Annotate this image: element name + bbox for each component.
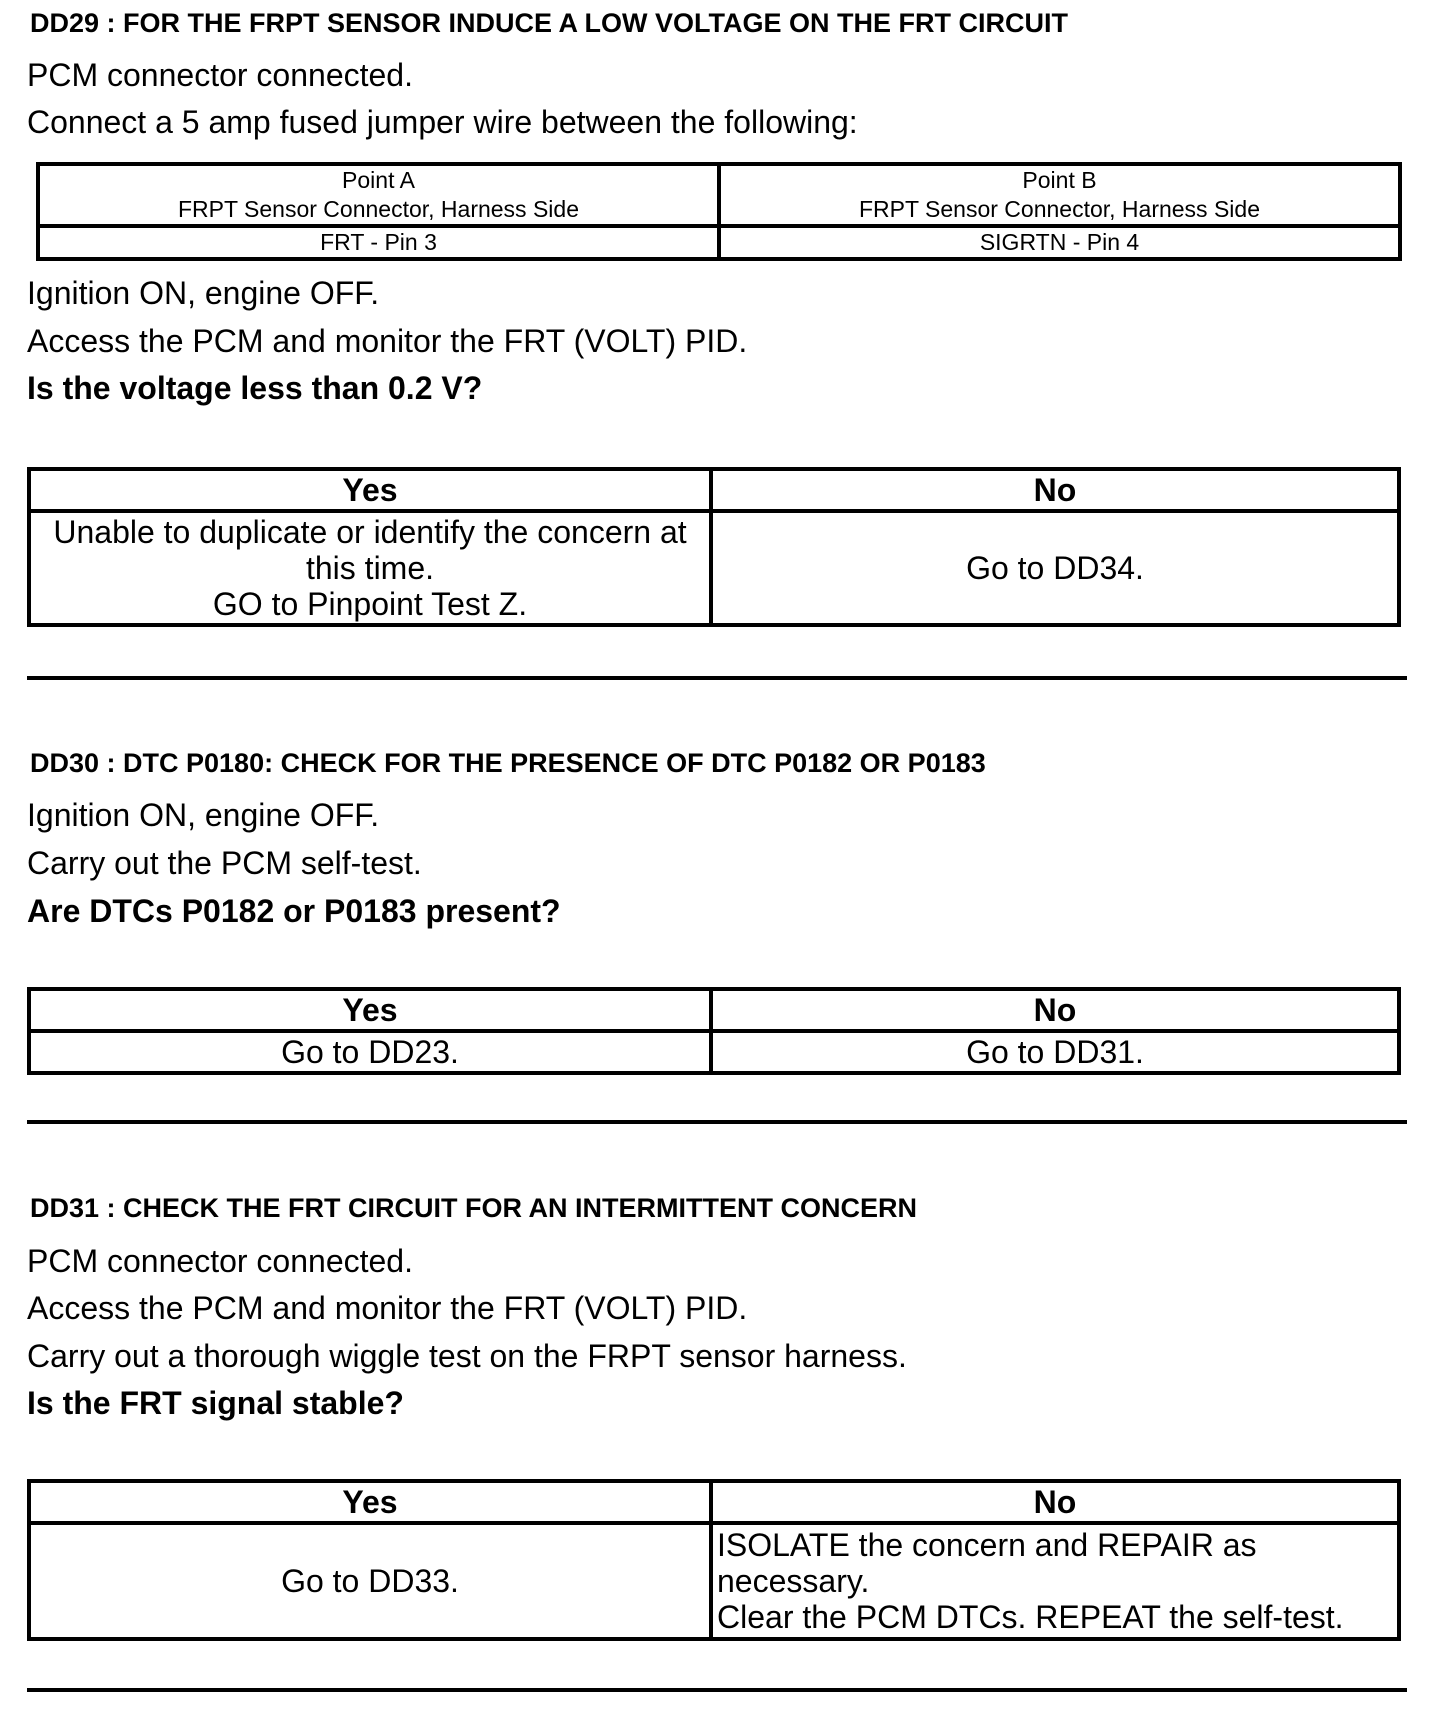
dd31-title: DD31 : CHECK THE FRT CIRCUIT FOR AN INTERMITTENT CONCERN bbox=[30, 1193, 917, 1223]
dd29-yes-line-1: Unable to duplicate or identify the concern at bbox=[53, 514, 687, 550]
dd29-yes-header: Yes bbox=[29, 469, 711, 511]
dd29-no-header: No bbox=[711, 469, 1399, 511]
dd30-step-2: Carry out the PCM self-test. bbox=[27, 845, 422, 881]
dd31-answer-table bbox=[27, 1479, 1401, 1641]
point-a-location: FRPT Sensor Connector, Harness Side bbox=[178, 196, 579, 222]
dd29-yes-line-3: GO to Pinpoint Test Z. bbox=[212, 586, 528, 622]
dd29-yes-line-2: this time. bbox=[305, 550, 435, 586]
dd29-step-3: Ignition ON, engine OFF. bbox=[27, 275, 380, 311]
dd31-no-line-1: ISOLATE the concern and REPAIR as bbox=[717, 1527, 1257, 1563]
dd30-step-1: Ignition ON, engine OFF. bbox=[27, 797, 380, 833]
dd29-connection-table bbox=[36, 162, 1402, 261]
dd29-title: DD29 : FOR THE FRPT SENSOR INDUCE A LOW VOLTAGE ON THE FRT CIRCUIT bbox=[30, 8, 1068, 38]
dd31-step-1: PCM connector connected. bbox=[27, 1243, 413, 1279]
dd30-answer-table bbox=[27, 987, 1401, 1075]
dd30-title: DD30 : DTC P0180: CHECK FOR THE PRESENCE OF DTC P0182 OR P0183 bbox=[30, 748, 986, 778]
point-a-header bbox=[38, 164, 719, 226]
dd31-question: Is the FRT signal stable? bbox=[27, 1385, 404, 1421]
dd30-no-header: No bbox=[711, 989, 1399, 1031]
point-b-header bbox=[719, 164, 1400, 226]
dd31-step-2: Access the PCM and monitor the FRT (VOLT) PID. bbox=[27, 1290, 748, 1326]
dd29-step-4: Access the PCM and monitor the FRT (VOLT) PID. bbox=[27, 323, 748, 359]
dd29-step-2: Connect a 5 amp fused jumper wire between the following: bbox=[27, 104, 858, 140]
dd29-yes-cell bbox=[29, 511, 711, 625]
dd31-no-header: No bbox=[711, 1481, 1399, 1523]
section-divider-3 bbox=[27, 1688, 1407, 1692]
section-divider-1 bbox=[27, 676, 1407, 680]
dd30-question: Are DTCs P0182 or P0183 present? bbox=[27, 893, 561, 929]
dd29-question: Is the voltage less than 0.2 V? bbox=[27, 370, 483, 406]
dd30-no-cell: Go to DD31. bbox=[711, 1031, 1399, 1073]
section-divider-2 bbox=[27, 1120, 1407, 1124]
point-b-label: Point B bbox=[1022, 167, 1097, 193]
point-b-location: FRPT Sensor Connector, Harness Side bbox=[859, 196, 1260, 222]
dd31-no-line-2: necessary. bbox=[717, 1563, 870, 1599]
dd31-yes-cell: Go to DD33. bbox=[29, 1523, 711, 1639]
point-a-label: Point A bbox=[342, 167, 415, 193]
dd31-no-cell bbox=[711, 1523, 1399, 1639]
dd29-no-cell: Go to DD34. bbox=[711, 511, 1399, 625]
point-b-pin: SIGRTN - Pin 4 bbox=[719, 226, 1400, 259]
point-a-pin: FRT - Pin 3 bbox=[38, 226, 719, 259]
dd29-answer-table bbox=[27, 467, 1401, 627]
dd30-yes-cell: Go to DD23. bbox=[29, 1031, 711, 1073]
dd29-step-1: PCM connector connected. bbox=[27, 57, 413, 93]
dd30-yes-header: Yes bbox=[29, 989, 711, 1031]
dd31-no-line-3: Clear the PCM DTCs. REPEAT the self-test. bbox=[717, 1599, 1344, 1635]
dd31-step-3: Carry out a thorough wiggle test on the FRPT sensor harness. bbox=[27, 1338, 907, 1374]
dd31-yes-header: Yes bbox=[29, 1481, 711, 1523]
